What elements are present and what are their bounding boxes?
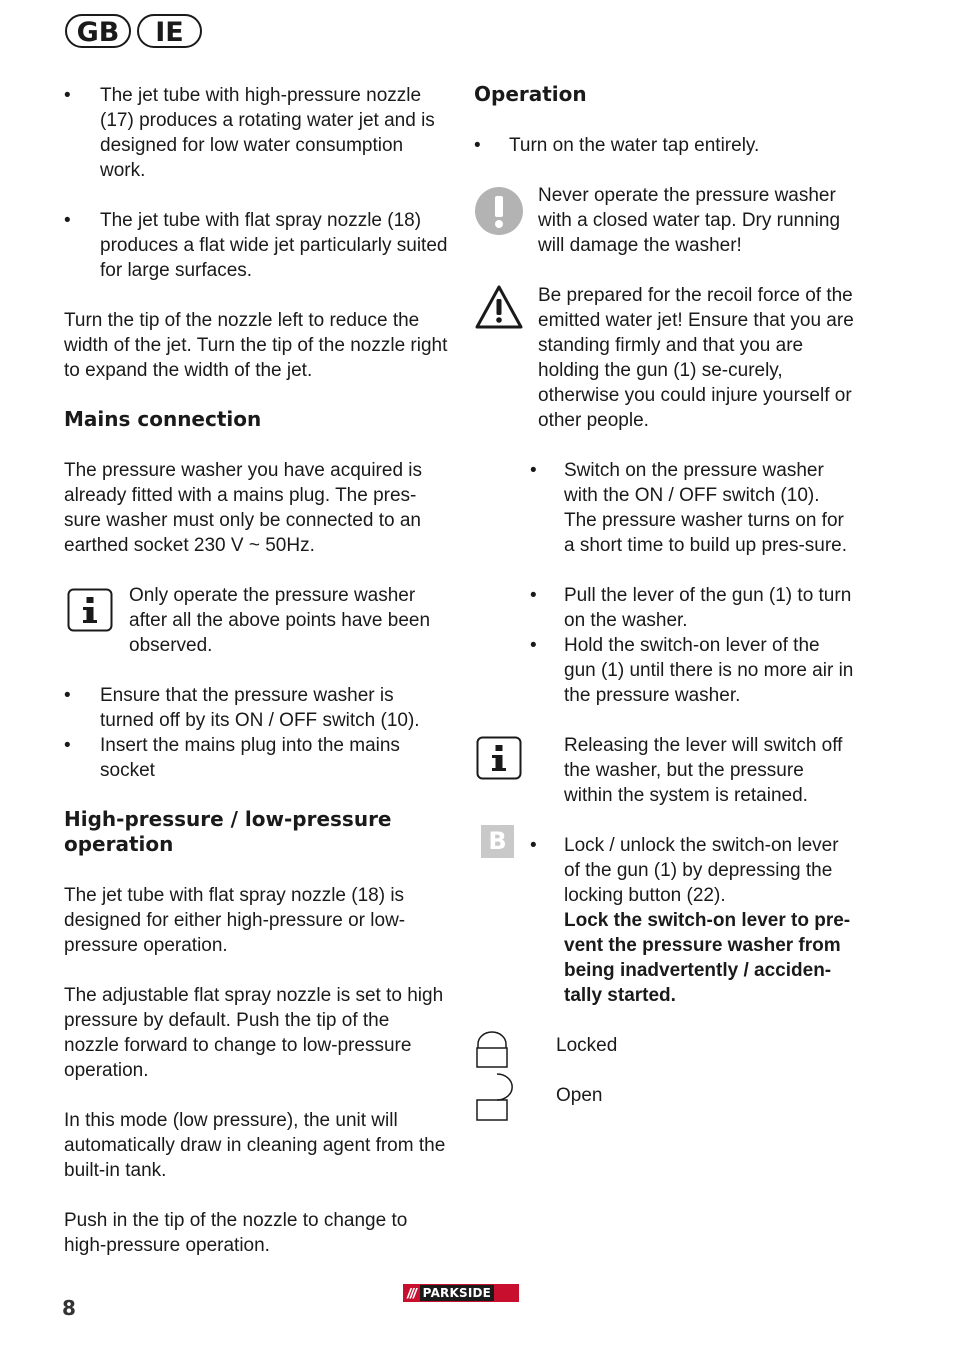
bullet-dot: • bbox=[64, 85, 71, 106]
list-item bbox=[64, 683, 450, 733]
padlock-closed-icon bbox=[475, 1030, 509, 1070]
list-item-text: Ensure that the pressure washer is turned off by its ON / OFF switch (10). bbox=[100, 685, 420, 731]
list-item bbox=[530, 633, 860, 708]
bullet-dot: • bbox=[64, 685, 71, 706]
list-item bbox=[64, 83, 450, 183]
info-icon bbox=[476, 736, 522, 780]
list-item bbox=[530, 458, 860, 583]
caution-note: Never operate the pressure washer with a closed water tap. Dry running will damage the washer! bbox=[538, 185, 841, 256]
list-item bbox=[530, 583, 860, 633]
hp-paragraph-3: In this mode (low pressure), the unit will automatically draw in cleaning agent from the built-in tank. bbox=[64, 1110, 446, 1181]
list-item-text bbox=[564, 833, 858, 1008]
bullet-dot: • bbox=[474, 135, 481, 156]
lock-warning-bold: Lock the switch-on lever to pre-vent the pressure washer from being inadvertently / acciden-tally started. bbox=[564, 910, 851, 1006]
open-label: Open bbox=[556, 1085, 603, 1106]
parkside-logo bbox=[403, 1284, 519, 1302]
bullet-dot: • bbox=[530, 585, 537, 606]
hp-paragraph-2: The adjustable flat spray nozzle is set to high pressure by default. Push the tip of the nozzle forward to change to low-pressure operation. bbox=[64, 985, 444, 1081]
exclamation-icon bbox=[475, 187, 523, 235]
mains-info-note: Only operate the pressure washer after all the above points have been observed. bbox=[129, 585, 431, 656]
bullet-dot: • bbox=[64, 210, 71, 231]
lang-badge-ie: IE bbox=[137, 14, 202, 48]
lock-instruction: Lock / unlock the switch-on lever of the gun (1) by depressing the locking button (22). bbox=[564, 835, 839, 906]
nozzle-tip-paragraph: Turn the tip of the nozzle left to reduce the width of the jet. Turn the tip of the nozzle right to expand the width of the jet. bbox=[64, 310, 448, 381]
list-item bbox=[530, 833, 860, 1008]
high-low-pressure-heading: High-pressure / low-pressure operation bbox=[64, 807, 392, 856]
list-item-text: Insert the mains plug into the mains socket bbox=[100, 735, 400, 781]
list-item-text: The jet tube with flat spray nozzle (18) produces a flat wide jet particularly suited for large surfaces. bbox=[100, 210, 448, 281]
bullet-dot: • bbox=[64, 735, 71, 756]
list-item-text: Hold the switch-on lever of the gun (1) until there is no more air in the pressure washer. bbox=[564, 635, 854, 706]
bullet-dot: • bbox=[530, 635, 537, 656]
lang-badge-gb: GB bbox=[65, 14, 131, 48]
logo-wordmark: PARKSIDE bbox=[420, 1285, 494, 1301]
bullet-dot: • bbox=[530, 835, 537, 856]
warning-note: Be prepared for the recoil force of the emitted water jet! Ensure that you are standing firmly and that you are holding the gun (1) se-curely, otherwise you could injure yourself or other people. bbox=[538, 285, 854, 431]
list-item bbox=[64, 733, 450, 783]
bullet-dot: • bbox=[530, 460, 537, 481]
list-item bbox=[64, 208, 450, 283]
mains-paragraph: The pressure washer you have acquired is already fitted with a mains plug. The pres-sure washer must only be connected to an earthed socket 230 V ~ 50Hz. bbox=[64, 460, 423, 556]
list-item-text: Turn on the water tap entirely. bbox=[509, 135, 760, 156]
list-item bbox=[474, 133, 874, 158]
mains-connection-heading: Mains connection bbox=[64, 407, 262, 431]
operation-heading: Operation bbox=[474, 82, 587, 106]
figure-ref-badge: B bbox=[481, 825, 514, 858]
logo-slashes: /// bbox=[407, 1284, 416, 1301]
lever-info-note: Releasing the lever will switch off the washer, but the pressure within the system is retained. bbox=[564, 735, 843, 806]
hp-paragraph-4: Push in the tip of the nozzle to change to high-pressure operation. bbox=[64, 1210, 408, 1256]
padlock-open-icon bbox=[475, 1072, 519, 1124]
hp-paragraph-1: The jet tube with flat spray nozzle (18) is designed for either high-pressure or low-pressure operation. bbox=[64, 885, 406, 956]
warning-triangle-icon bbox=[474, 284, 524, 330]
list-item-text: Switch on the pressure washer with the ON / OFF switch (10). The pressure washer turns on for a short time to build up pres-sure. bbox=[564, 460, 848, 556]
list-item-text: Pull the lever of the gun (1) to turn on the washer. bbox=[564, 585, 852, 631]
page-number: 8 bbox=[62, 1296, 76, 1320]
list-item-text: The jet tube with high-pressure nozzle (17) produces a rotating water jet and is designed for low water consumption work. bbox=[100, 85, 435, 181]
locked-label: Locked bbox=[556, 1035, 618, 1056]
info-icon bbox=[67, 588, 113, 632]
